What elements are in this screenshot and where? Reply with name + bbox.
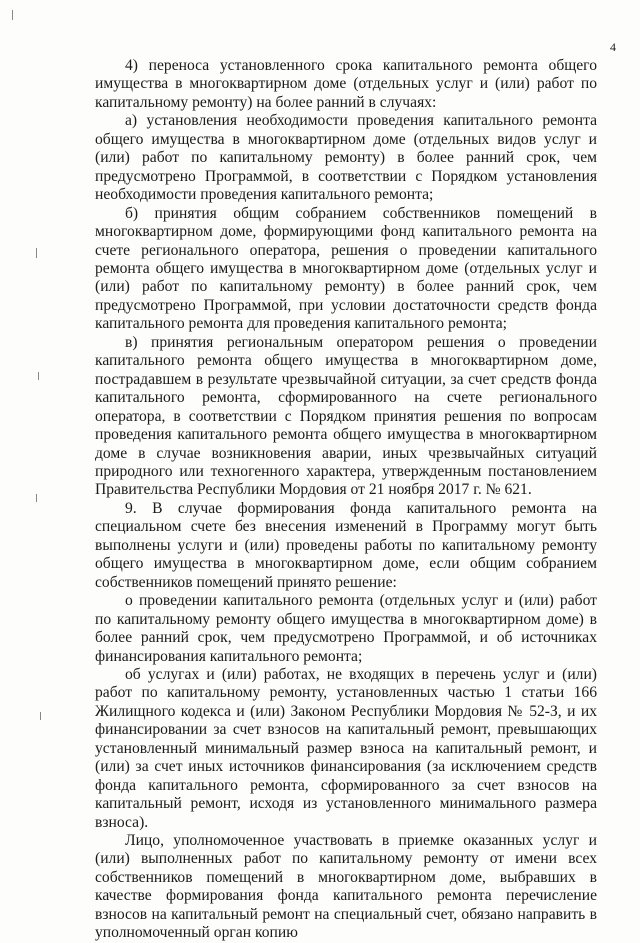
paragraph-subitem-v: в) принятия региональным оператором решения о проведении капитального ремонта общего имущества в многоквартирном доме, пострадавшем в результате чрезвычайной ситуации, за счет средств фонда капитального ремонта, сформированного на счете регионального оператора, в соответствии с Порядком принятия решения по вопросам проведения капитального ремонта общего имущества в многоквартирном доме в случае возникновения аварии, иных чрезвычайных ситуаций природного или техногенного характера, утвержденным постановлением Правительства Республики Мордовия от 21 ноября 2017 г. № 621. <box>95 333 597 499</box>
paragraph-decision-early-repair: о проведении капитального ремонта (отдельных услуг и (или) работ по капитальному ремонту общего имущества в многоквартирном доме) в более ранний срок, чем предусмотрено Программой, и об источниках финансирования капитального ремонта; <box>95 592 597 665</box>
scan-mark <box>36 494 37 502</box>
paragraph-item-4: 4) переноса установленного срока капитального ремонта общего имущества в многоквартирном доме (отдельных услуг и (или) работ по капитальному ремонту) на более ранний в случаях: <box>95 57 597 111</box>
scan-mark <box>40 712 41 720</box>
scan-mark <box>36 248 37 258</box>
paragraph-item-9: 9. В случае формирования фонда капитального ремонта на специальном счете без внесения изменений в Программу могут быть выполнены услуги и (или) проведены работы по капитальному ремонту общего имущества в многоквартирном доме, если общим собранием собственников помещений принято решение: <box>95 499 597 591</box>
paragraph-subitem-a: а) установления необходимости проведения капитального ремонта общего имущества в многоквартирном доме (отдельных видов услуг и (или) работ по капитальному ремонту) в более ранний срок, чем предусмотрено Программой, в соответствии с Порядком установления необходимости проведения капитального ремонта; <box>95 112 597 204</box>
paragraph-subitem-b: б) принятия общим собранием собственников помещений в многоквартирном доме, формирующими фонд капитального ремонта на счете регионального оператора, решения о проведении капитального ремонта общего имущества в многоквартирном доме (отдельных услуг и (или) работ по капитальному ремонту) в более ранний срок, чем предусмотрено Программой, при условии достаточности средств фонда капитального ремонта для проведения капитального ремонта; <box>95 204 597 333</box>
paragraph-authorized-person: Лицо, уполномоченное участвовать в приемке оказанных услуг и (или) выполненных работ по капитальному ремонту от имени всех собственников помещений в многоквартирном доме, выбравших в качестве формирования фонда капитального ремонта перечисление взносов на капитальный ремонт на специальный счет, обязано направить в уполномоченный орган копию <box>95 832 597 942</box>
paragraph-decision-extra-works: об услугах и (или) работах, не входящих в перечень услуг и (или) работ по капитальному ремонту, установленных частью 1 статьи 166 Жилищного кодекса и (или) Законом Республики Мордовия № 52-З, и их финансировании за счет взносов на капитальный ремонт, превышающих установленный минимальный размер взноса на капитальный ремонт, и (или) за счет иных источников финансирования (за исключением средств фонда капитального ремонта, сформированного за счет взносов на капитальный ремонт, исходя из установленного минимального размера взноса). <box>95 665 597 831</box>
document-body <box>95 57 597 943</box>
scan-mark <box>38 372 39 380</box>
page-number: 4 <box>610 40 616 54</box>
scan-mark <box>12 10 13 20</box>
